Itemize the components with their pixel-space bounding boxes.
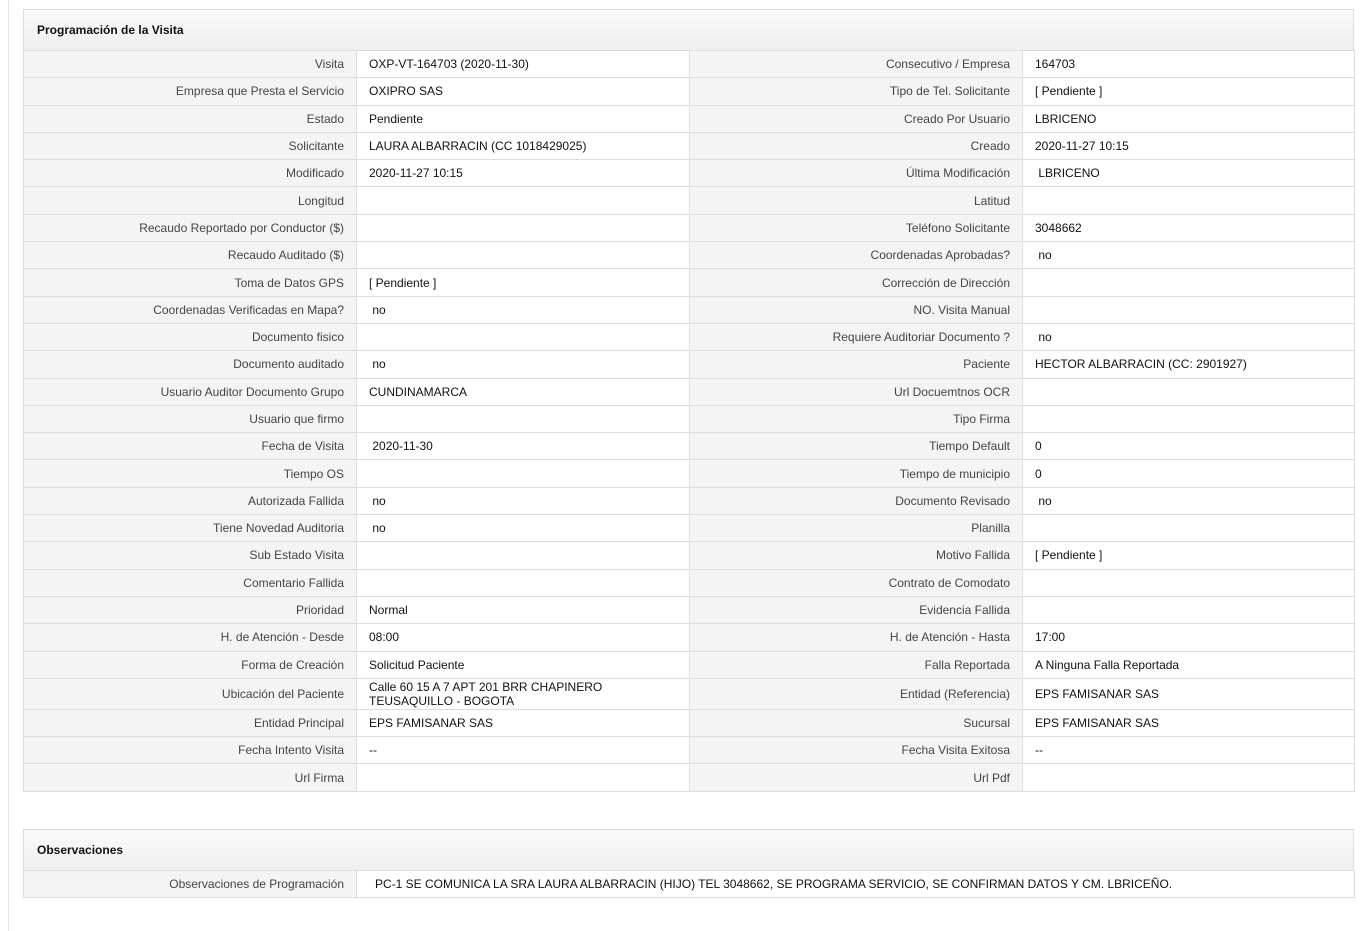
field-label: Creado Por Usuario bbox=[690, 105, 1023, 132]
field-value: -- bbox=[1023, 737, 1355, 764]
table-row bbox=[24, 515, 1355, 542]
field-value: no bbox=[1023, 242, 1355, 269]
field-label: Tipo de Tel. Solicitante bbox=[690, 78, 1023, 105]
field-label: Documento Revisado bbox=[690, 487, 1023, 514]
field-label: Estado bbox=[24, 105, 357, 132]
field-label: Paciente bbox=[690, 351, 1023, 378]
panel-title: Programación de la Visita bbox=[23, 9, 1354, 50]
field-value bbox=[357, 187, 690, 214]
field-value bbox=[1023, 269, 1355, 296]
field-label: Tipo Firma bbox=[690, 405, 1023, 432]
field-label: Tiene Novedad Auditoria bbox=[24, 515, 357, 542]
field-label: Fecha Visita Exitosa bbox=[690, 737, 1023, 764]
field-value: Pendiente bbox=[357, 105, 690, 132]
field-label: NO. Visita Manual bbox=[690, 296, 1023, 323]
table-row bbox=[24, 51, 1355, 78]
field-label: Documento fisico bbox=[24, 323, 357, 350]
field-value: [ Pendiente ] bbox=[1023, 542, 1355, 569]
field-value: 17:00 bbox=[1023, 624, 1355, 651]
field-label: Teléfono Solicitante bbox=[690, 214, 1023, 241]
field-label: Creado bbox=[690, 132, 1023, 159]
field-label: Entidad Principal bbox=[24, 709, 357, 736]
table-row bbox=[24, 187, 1355, 214]
field-value: 08:00 bbox=[357, 624, 690, 651]
table-row bbox=[24, 160, 1355, 187]
field-value: Normal bbox=[357, 596, 690, 623]
field-label: Contrato de Comodato bbox=[690, 569, 1023, 596]
field-value: 2020-11-27 10:15 bbox=[357, 160, 690, 187]
field-value: CUNDINAMARCA bbox=[357, 378, 690, 405]
field-label: Tiempo Default bbox=[690, 433, 1023, 460]
field-value: 0 bbox=[1023, 460, 1355, 487]
field-value bbox=[1023, 764, 1355, 791]
table-row bbox=[24, 296, 1355, 323]
field-value bbox=[1023, 405, 1355, 432]
field-value: LAURA ALBARRACIN (CC 1018429025) bbox=[357, 132, 690, 159]
field-value bbox=[357, 569, 690, 596]
field-value bbox=[357, 542, 690, 569]
field-value: 164703 bbox=[1023, 51, 1355, 78]
field-value: Calle 60 15 A 7 APT 201 BRR CHAPINERO TEUSAQUILLO - BOGOTA bbox=[357, 678, 690, 709]
field-value: LBRICENO bbox=[1023, 160, 1355, 187]
field-value bbox=[1023, 187, 1355, 214]
field-label: Planilla bbox=[690, 515, 1023, 542]
field-value: EPS FAMISANAR SAS bbox=[357, 709, 690, 736]
field-value bbox=[1023, 596, 1355, 623]
field-label: Coordenadas Verificadas en Mapa? bbox=[24, 296, 357, 323]
field-label: Modificado bbox=[24, 160, 357, 187]
field-label: Solicitante bbox=[24, 132, 357, 159]
field-label: Forma de Creación bbox=[24, 651, 357, 678]
observations-panel bbox=[23, 829, 1354, 898]
field-value: OXP-VT-164703 (2020-11-30) bbox=[357, 51, 690, 78]
field-value: no bbox=[357, 487, 690, 514]
field-label: Corrección de Dirección bbox=[690, 269, 1023, 296]
table-row bbox=[24, 78, 1355, 105]
field-value bbox=[1023, 569, 1355, 596]
field-label: Prioridad bbox=[24, 596, 357, 623]
visit-details-body bbox=[24, 51, 1355, 792]
field-value: EPS FAMISANAR SAS bbox=[1023, 709, 1355, 736]
field-value: no bbox=[1023, 487, 1355, 514]
table-row bbox=[24, 569, 1355, 596]
table-row bbox=[24, 433, 1355, 460]
field-label: Empresa que Presta el Servicio bbox=[24, 78, 357, 105]
table-row bbox=[24, 764, 1355, 791]
field-value: 3048662 bbox=[1023, 214, 1355, 241]
field-value: no bbox=[357, 515, 690, 542]
table-row bbox=[24, 105, 1355, 132]
field-value bbox=[1023, 296, 1355, 323]
field-value: -- bbox=[357, 737, 690, 764]
field-label: Falla Reportada bbox=[690, 651, 1023, 678]
field-label: Fecha Intento Visita bbox=[24, 737, 357, 764]
table-row bbox=[24, 596, 1355, 623]
field-label: Visita bbox=[24, 51, 357, 78]
field-label: Sub Estado Visita bbox=[24, 542, 357, 569]
table-row bbox=[24, 214, 1355, 241]
field-label: Url Pdf bbox=[690, 764, 1023, 791]
field-label: Consecutivo / Empresa bbox=[690, 51, 1023, 78]
field-label: H. de Atención - Hasta bbox=[690, 624, 1023, 651]
field-label: Tiempo OS bbox=[24, 460, 357, 487]
field-label: Url Firma bbox=[24, 764, 357, 791]
field-label: Usuario Auditor Documento Grupo bbox=[24, 378, 357, 405]
field-value bbox=[357, 764, 690, 791]
field-value: no bbox=[357, 351, 690, 378]
field-value bbox=[357, 405, 690, 432]
field-label: Motivo Fallida bbox=[690, 542, 1023, 569]
field-label: Autorizada Fallida bbox=[24, 487, 357, 514]
field-value: PC-1 SE COMUNICA LA SRA LAURA ALBARRACIN (HIJO) TEL 3048662, SE PROGRAMA SERVICIO, SE CONFIRMAN DATOS Y CM. LBRICEÑO. bbox=[357, 871, 1355, 898]
field-value: 0 bbox=[1023, 433, 1355, 460]
field-value: A Ninguna Falla Reportada bbox=[1023, 651, 1355, 678]
table-row bbox=[24, 709, 1355, 736]
field-value: OXIPRO SAS bbox=[357, 78, 690, 105]
field-value bbox=[357, 460, 690, 487]
field-value bbox=[1023, 515, 1355, 542]
field-label: Latitud bbox=[690, 187, 1023, 214]
field-value bbox=[357, 242, 690, 269]
field-label: Entidad (Referencia) bbox=[690, 678, 1023, 709]
panel-title: Observaciones bbox=[23, 829, 1354, 870]
field-label: H. de Atención - Desde bbox=[24, 624, 357, 651]
field-value: 2020-11-27 10:15 bbox=[1023, 132, 1355, 159]
visit-schedule-panel bbox=[23, 9, 1354, 792]
field-value: LBRICENO bbox=[1023, 105, 1355, 132]
table-row bbox=[24, 460, 1355, 487]
field-value: EPS FAMISANAR SAS bbox=[1023, 678, 1355, 709]
table-row bbox=[24, 871, 1355, 898]
table-row bbox=[24, 269, 1355, 296]
field-label: Usuario que firmo bbox=[24, 405, 357, 432]
field-label: Ubicación del Paciente bbox=[24, 678, 357, 709]
field-label: Recaudo Auditado ($) bbox=[24, 242, 357, 269]
field-label: Url Docuemtnos OCR bbox=[690, 378, 1023, 405]
table-row bbox=[24, 378, 1355, 405]
field-value: no bbox=[1023, 323, 1355, 350]
table-row bbox=[24, 323, 1355, 350]
field-label: Recaudo Reportado por Conductor ($) bbox=[24, 214, 357, 241]
field-value: [ Pendiente ] bbox=[357, 269, 690, 296]
field-value: no bbox=[357, 296, 690, 323]
field-value: [ Pendiente ] bbox=[1023, 78, 1355, 105]
field-label: Fecha de Visita bbox=[24, 433, 357, 460]
field-value: 2020-11-30 bbox=[357, 433, 690, 460]
table-row bbox=[24, 405, 1355, 432]
page-left-rule bbox=[8, 0, 9, 931]
field-label: Requiere Auditoriar Documento ? bbox=[690, 323, 1023, 350]
field-label: Última Modificación bbox=[690, 160, 1023, 187]
field-label: Comentario Fallida bbox=[24, 569, 357, 596]
field-label: Observaciones de Programación bbox=[24, 871, 357, 898]
table-row bbox=[24, 651, 1355, 678]
field-label: Toma de Datos GPS bbox=[24, 269, 357, 296]
table-row bbox=[24, 351, 1355, 378]
field-label: Coordenadas Aprobadas? bbox=[690, 242, 1023, 269]
field-label: Sucursal bbox=[690, 709, 1023, 736]
table-row bbox=[24, 624, 1355, 651]
field-label: Documento auditado bbox=[24, 351, 357, 378]
field-value: Solicitud Paciente bbox=[357, 651, 690, 678]
table-row bbox=[24, 542, 1355, 569]
table-row bbox=[24, 678, 1355, 709]
field-value: HECTOR ALBARRACIN (CC: 2901927) bbox=[1023, 351, 1355, 378]
table-row bbox=[24, 242, 1355, 269]
field-value bbox=[357, 214, 690, 241]
field-value bbox=[1023, 378, 1355, 405]
table-row bbox=[24, 737, 1355, 764]
table-row bbox=[24, 132, 1355, 159]
field-value bbox=[357, 323, 690, 350]
field-label: Longitud bbox=[24, 187, 357, 214]
observations-table bbox=[23, 870, 1355, 898]
table-row bbox=[24, 487, 1355, 514]
field-label: Tiempo de municipio bbox=[690, 460, 1023, 487]
visit-details-table bbox=[23, 50, 1355, 792]
field-label: Evidencia Fallida bbox=[690, 596, 1023, 623]
